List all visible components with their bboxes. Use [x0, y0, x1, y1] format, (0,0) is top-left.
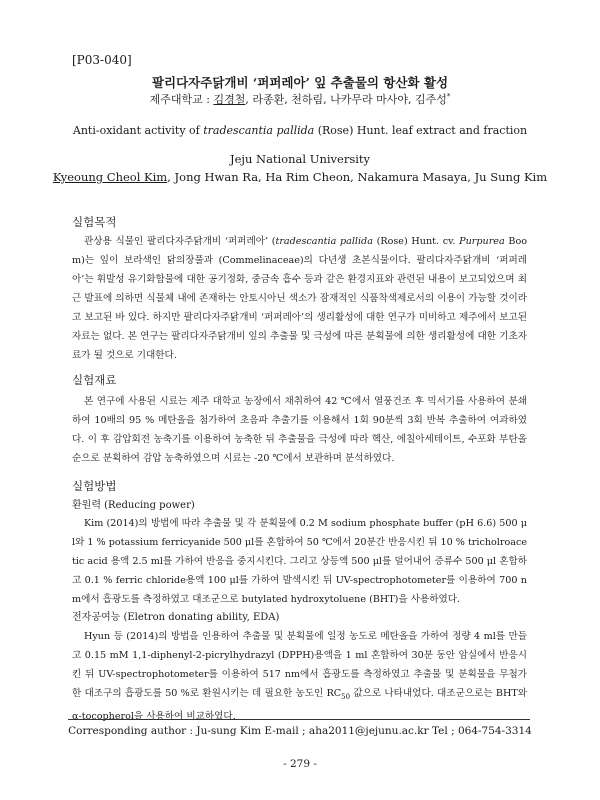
affiliation-korean: [0, 91, 600, 107]
author-separator: ,: [245, 93, 253, 106]
reducing-power-subheading: 환원력 (Reducing power): [72, 500, 195, 511]
corresponding-mark: *: [446, 92, 451, 101]
purpose-paragraph: [72, 232, 527, 365]
footer-divider: [68, 719, 530, 720]
corresponding-author: Corresponding author : Ju-sung Kim E-mail ; aha2011@jejunu.ac.kr Tel ; 064-754-3314: [68, 725, 532, 737]
title-korean: 팔리다자주닭개비 ‘퍼퍼레아’ 잎 추출물의 항산화 활성: [151, 75, 449, 90]
purpose-species: tradescantia pallida: [275, 236, 373, 247]
eda-paragraph: [72, 627, 527, 726]
title-english-pre: Anti-oxidant activity of: [72, 124, 204, 137]
title-english-post: (Rose) Hunt. leaf extract and fraction: [314, 124, 528, 137]
university-english: Jeju National University: [229, 152, 371, 166]
methods-heading: 실험방법: [72, 479, 117, 493]
materials-heading: 실험재료: [72, 373, 117, 387]
other-authors-korean: 라종환, 천하림, 나카무라 마사야, 김주성: [252, 93, 447, 106]
other-authors-english: , Jong Hwan Ra, Ha Rim Cheon, Nakamura Masaya, Ju Sung Kim: [167, 170, 548, 184]
title-english: [0, 124, 600, 137]
purpose-heading: 실험목적: [72, 215, 117, 229]
purpose-text-2: (Rose) Hunt. cv.: [372, 236, 460, 247]
eda-text-1: Hyun 등 (2014)의 방법을 인용하여 추출물 및 분획물에 일정 농도로 메탄올을 가하여 정량 4 ml를 만들고 0.15 mM 1,1-diphenyl-2-picrylhydrazyl (DPPH)용액을 1 ml 혼합하여 30분 동안 암실에서 반응시킨 뒤 UV-spectrophotometer를 이용하여 517 nm에서 흡광도를 측정하였고 추출물 및 분획물을 무첨가한 대조구의 흡광도를 50 %로 환원시키는 데 필요한 농도인 RC: [72, 631, 528, 699]
materials-paragraph: 본 연구에 사용된 시료는 제주 대학교 농장에서 채취하여 42 ℃에서 열풍건조 후 믹서기를 사용하여 분쇄하여 10배의 95 % 메탄올을 첨가하여 초음파 추출기를 이용해서 1회 90분씩 3회 반복 추출하여 여과하였다. 이 후 감압회전 농축기를 이용하여 농축한 뒤 추출물을 극성에 따라 헥산, 에칠아세테이트, 수포화 부탄올 순으로 분획하여 감압 농축하였으며 시료는 -20 ℃에서 보관하며 분석하였다.: [72, 396, 527, 464]
title-english-species: tradescantia pallida: [203, 124, 315, 137]
authors-english: [0, 170, 600, 184]
eda-subheading: 전자공여능 (Eletron donating ability, EDA): [72, 612, 280, 623]
purpose-text-3: Boom)는 잎이 보라색인 닭의장풀과 (Commelinaceae)의 다년생 초본식물이다. 팔리다자주닭개비 ‘퍼퍼레아’는 휘발성 유기화합물에 대한 공기정화, 중금속 흡수 등과 같은 환경지표와 관련된 내용이 보고되었으며 최근 발표에 의하면 식물체 내에 존재하는 안토시아닌 색소가 잠재적인 식품착색제로서의 이용이 가능할 것이라고 보고된 바 있다. 하지만 팔리다자주닭개비 ‘퍼퍼레아’의 생리활성에 대한 연구가 미비하고 제주에서 보고된 자료는 없다. 본 연구는 팔리다자주닭개비 잎의 추출물 및 극성에 따른 분획물에 의한 생리활성에 대한 기초자료가 될 것으로 기대한다.: [72, 236, 527, 361]
first-author-english: Kyeoung Cheol Kim: [52, 170, 168, 184]
eda-text-2: 값으로 나타내었다. 대조군으로는 BHT와 α-tocopherol을 사용하여 비교하였다.: [72, 688, 527, 722]
eda-subscript: 50: [341, 692, 351, 701]
poster-code: [P03-040]: [72, 53, 132, 67]
page-number: - 279 -: [283, 758, 317, 770]
affiliation-label: 제주대학교 :: [149, 93, 210, 106]
first-author-korean: 김경철: [213, 93, 246, 106]
purpose-text-1: 관상용 식물인 팔리다자주닭개비 ‘퍼퍼레아’ (: [84, 236, 276, 247]
reducing-power-paragraph: Kim (2014)의 방법에 따라 추출물 및 각 분획물에 0.2 M sodium phosphate buffer (pH 6.6) 500 μl와 1 % potassium ferricyanide 500 μl를 혼합하여 50 ℃에서 20분간 반응시킨 뒤 10 % tricholroacetic acid 용액 2.5 ml를 가하여 반응을 중지시킨다. 그리고 상등액 500 μl를 덜어내어 증류수 500 μl 혼합하고 0.1 % ferric chloride용액 100 μl를 가하여 발색시킨 뒤 UV-spectrophotometer를 이용하여 700 nm에서 흡광도를 측정하였고 대조군으로 butylated hydroxytoluene (BHT)을 사용하였다.: [72, 518, 527, 605]
purpose-cultivar: Purpurea: [459, 236, 505, 247]
